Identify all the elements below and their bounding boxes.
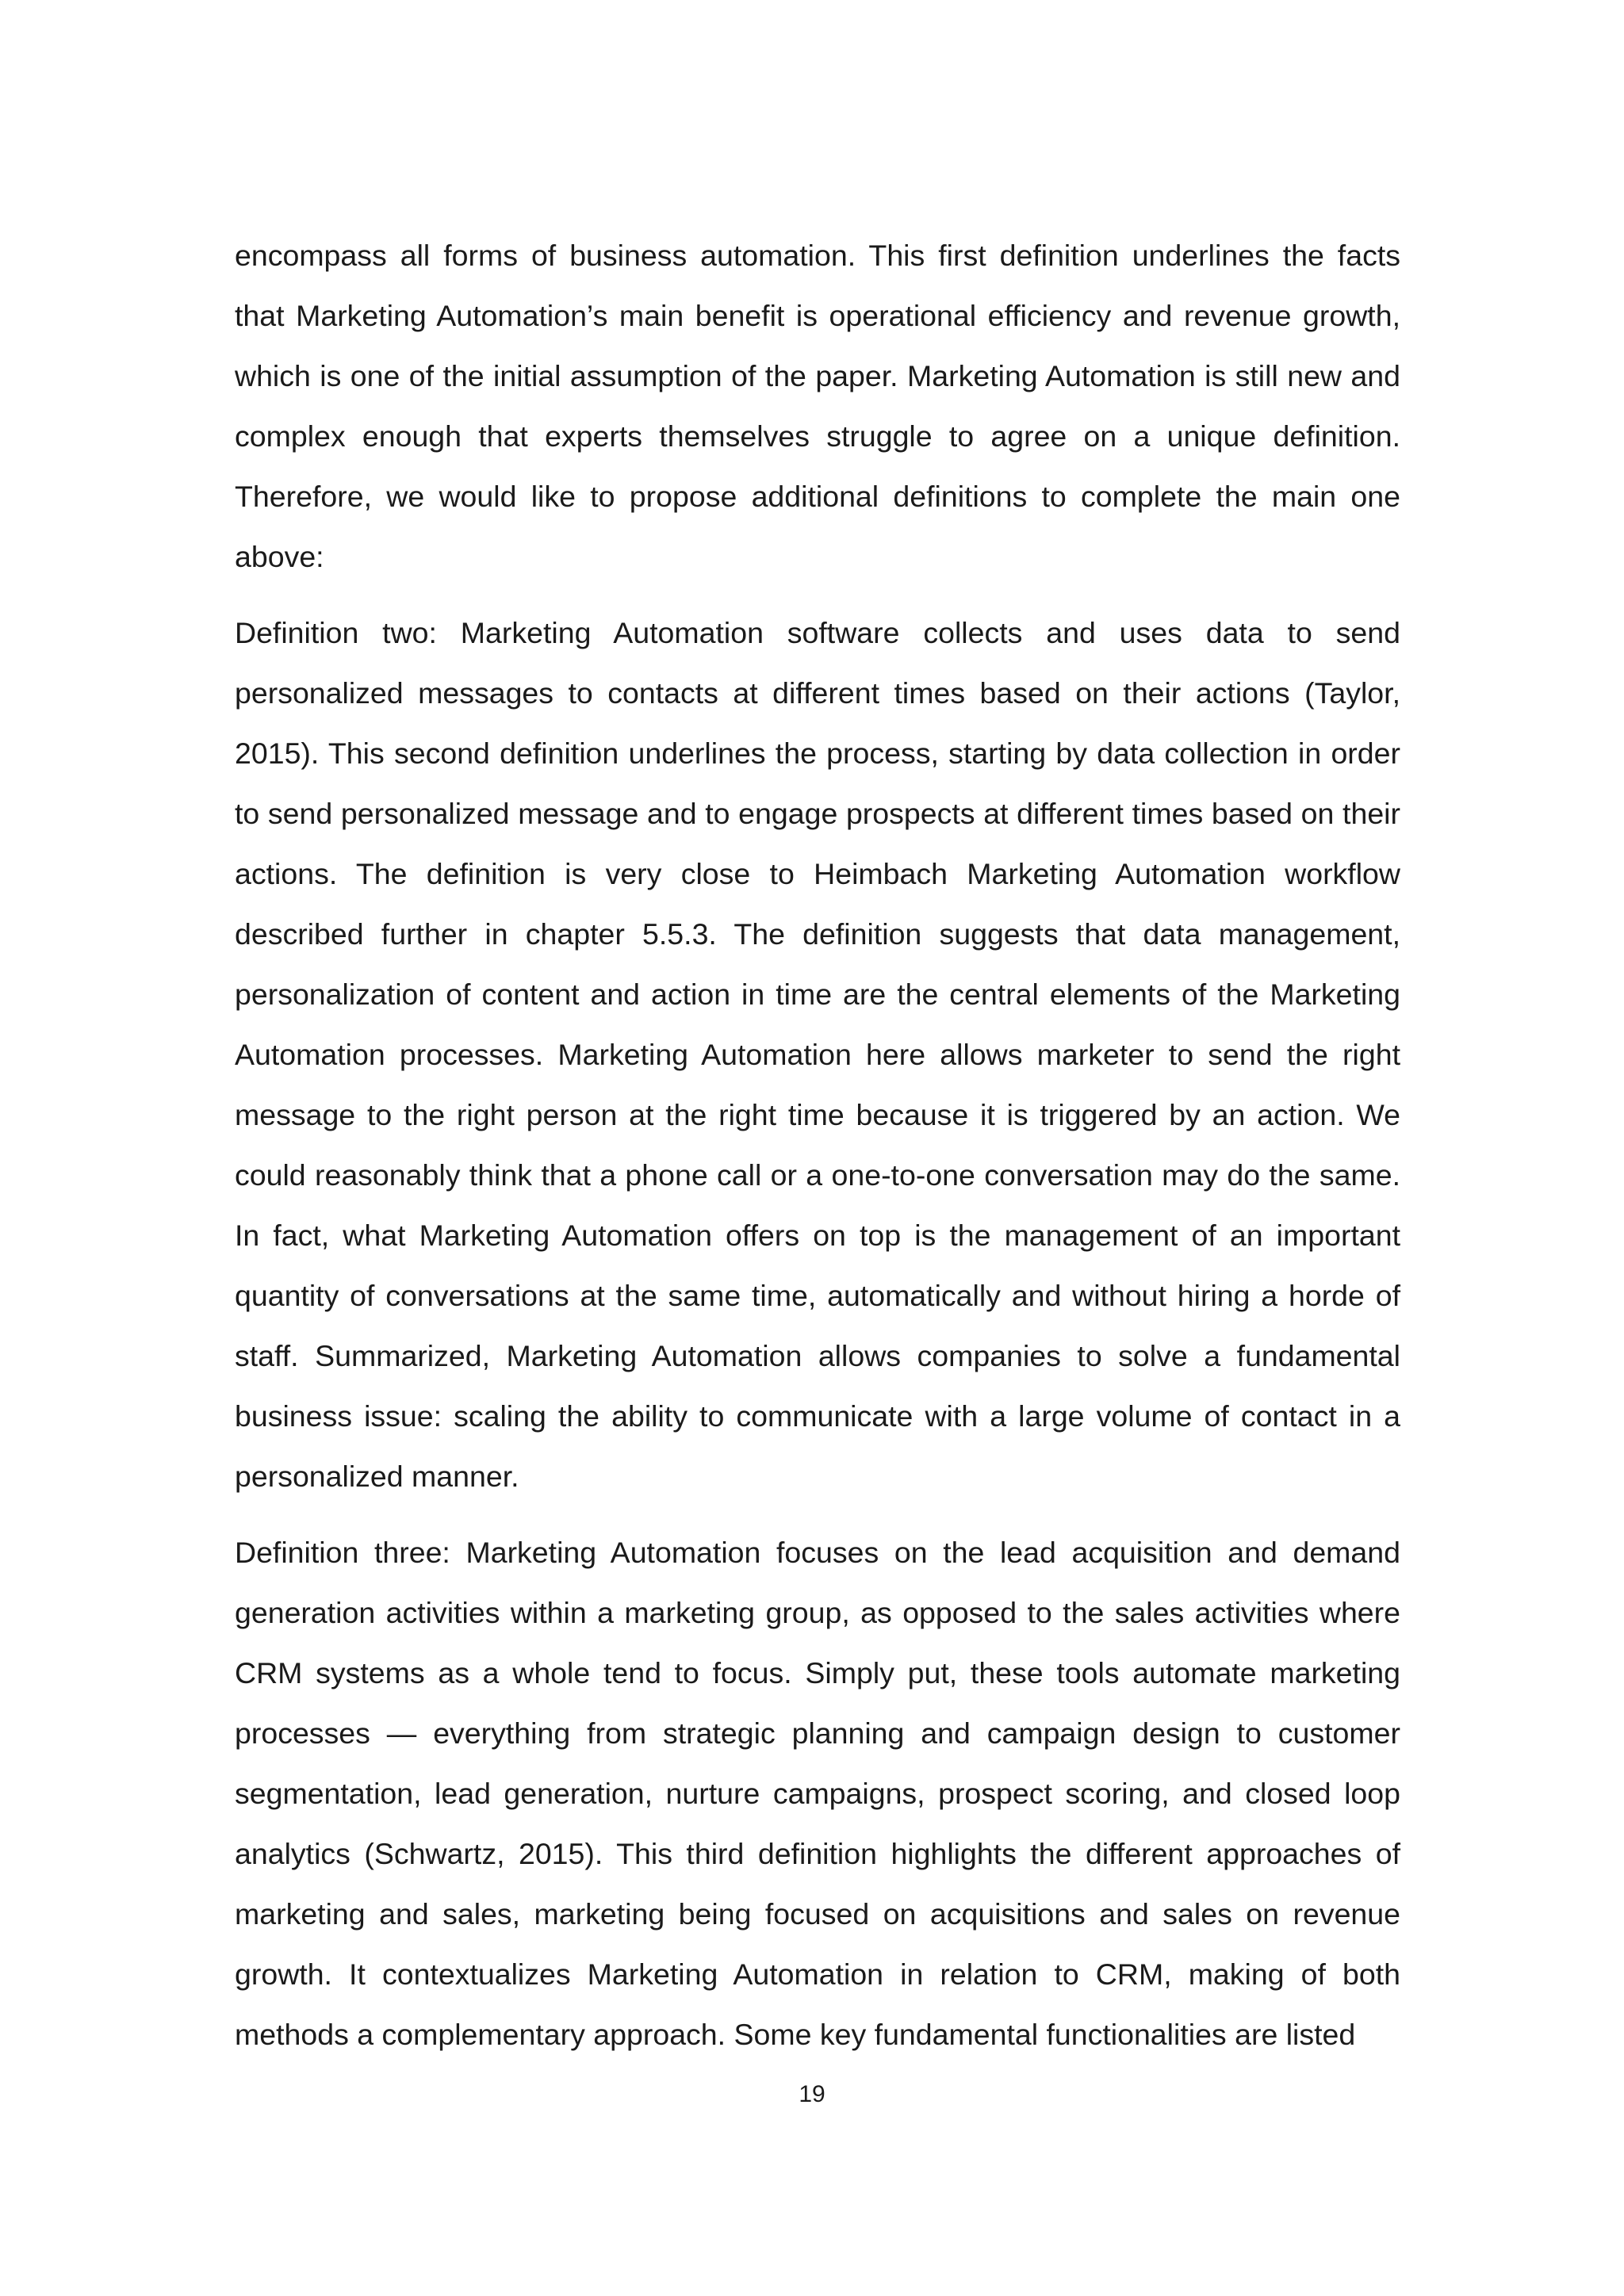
paragraph-definition-two: Definition two: Marketing Automation software collects and uses data to send personalized messages to contacts at different times based on their actions (Taylor, 2015). This second definition underlines the process, starting by data collection in order to send personalized message and to engage prospects at different times based on their actions. The definition is very close to Heimbach Marketing Automation workflow described further in chapter 5.5.3. The definition suggests that data management, personalization of content and action in time are the central elements of the Marketing Automation processes. Marketing Automation here allows marketer to send the right message to the right person at the right time because it is triggered by an action. We could reasonably think that a phone call or a one-to-one conversation may do the same. In fact, what Marketing Automation offers on top is the management of an important quantity of conversations at the same time, automatically and without hiring a horde of staff. Summarized, Marketing Automation allows companies to solve a fundamental business issue: scaling the ability to communicate with a large volume of contact in a personalized manner. [235,616,1400,1493]
paragraph-definition-one-continued: encompass all forms of business automation. This first definition underlines the facts that Marketing Automation’s main benefit is operational efficiency and revenue growth, which is one of the initial assumption of the paper. Marketing Automation is still new and complex enough that experts themselves struggle to agree on a unique definition. Therefore, we would like to propose additional definitions to complete the main one above: [235,239,1400,573]
body-text [235,225,1400,2064]
page-number: 19 [799,2081,825,2107]
paragraph-definition-three: Definition three: Marketing Automation focuses on the lead acquisition and demand generation activities within a marketing group, as opposed to the sales activities where CRM systems as a whole tend to focus. Simply put, these tools automate marketing processes — everything from strategic planning and campaign design to customer segmentation, lead generation, nurture campaigns, prospect scoring, and closed loop analytics (Schwartz, 2015). This third definition highlights the different approaches of marketing and sales, marketing being focused on acquisitions and sales on revenue growth. It contextualizes Marketing Automation in relation to CRM, making of both methods a complementary approach. Some key fundamental functionalities are listed [235,1536,1400,2051]
